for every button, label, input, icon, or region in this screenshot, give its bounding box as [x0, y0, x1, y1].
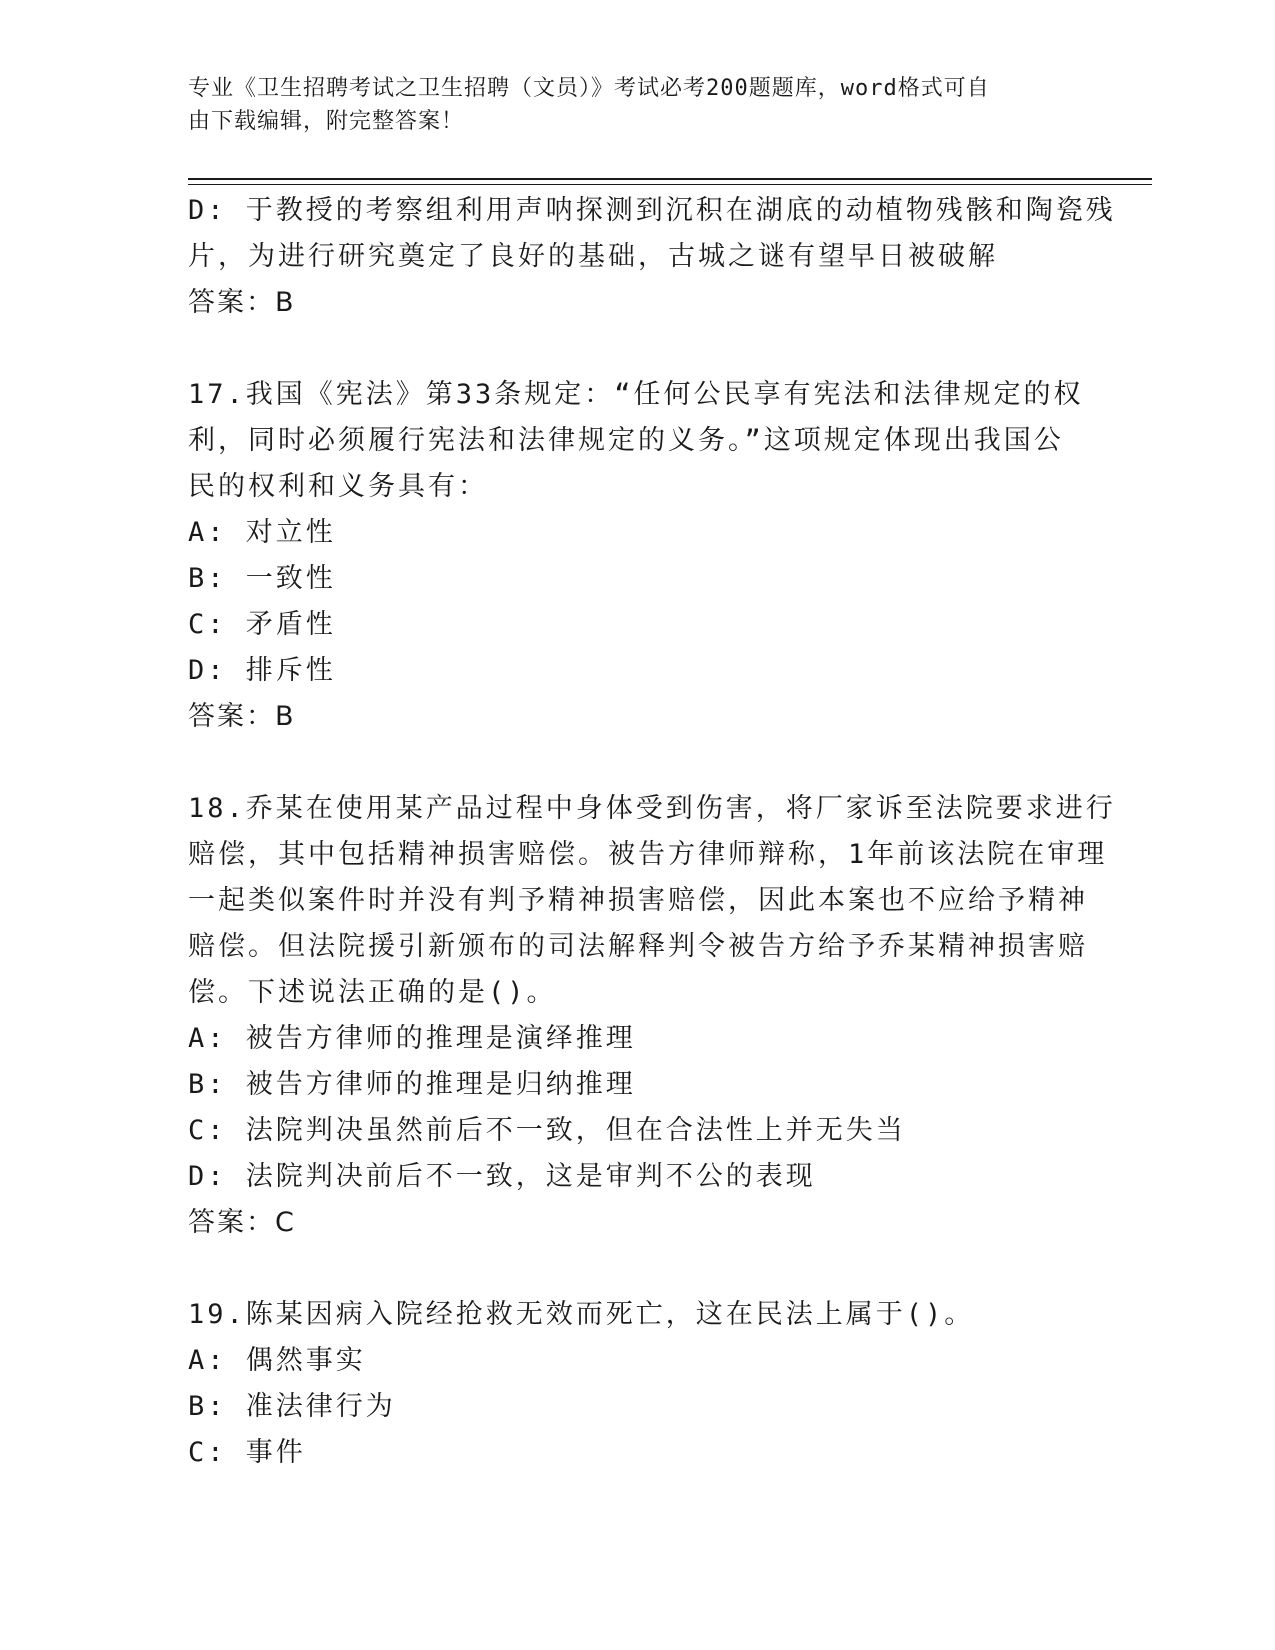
question-stem-line: 赔偿。但法院援引新颁布的司法解释判令被告方给予乔某精神损害赔	[188, 931, 1088, 962]
option-a: A: 偶然事实	[188, 1345, 366, 1376]
question-17	[188, 372, 1088, 740]
question-stem-line: 一起类似案件时并没有判予精神损害赔偿，因此本案也不应给予精神	[188, 885, 1088, 916]
question-stem-line: 赔偿，其中包括精神损害赔偿。被告方律师辩称，1年前该法院在审理	[188, 839, 1108, 870]
question-stem-line: 利，同时必须履行宪法和法律规定的义务。”这项规定体现出我国公	[188, 425, 1064, 456]
option-c: C: 事件	[188, 1437, 306, 1468]
option-d: D: 法院判决前后不一致，这是审判不公的表现	[188, 1161, 816, 1192]
header-divider-thin	[188, 184, 1152, 185]
option-a: A: 被告方律师的推理是演绎推理	[188, 1023, 636, 1054]
spacer	[188, 1246, 1088, 1292]
question-stem-line: 19.陈某因病入院经抢救无效而死亡，这在民法上属于()。	[188, 1299, 975, 1330]
question-stem-line: 17.我国《宪法》第33条规定：“任何公民享有宪法和法律规定的权	[188, 379, 1084, 410]
option-b: B: 准法律行为	[188, 1391, 396, 1422]
option-d-line-2: 片，为进行研究奠定了良好的基础，古城之谜有望早日被破解	[188, 241, 998, 272]
question-stem-line: 偿。下述说法正确的是()。	[188, 977, 557, 1008]
question-stem-line: 18.乔某在使用某产品过程中身体受到伤害，将厂家诉至法院要求进行	[188, 793, 1116, 824]
spacer	[188, 326, 1088, 372]
header-line-2: 由下载编辑，附完整答案！	[188, 109, 465, 134]
answer-label: 答案：B	[188, 287, 296, 318]
question-stem-line: 民的权利和义务具有：	[188, 471, 488, 502]
previous-question	[188, 188, 1116, 326]
document-header	[188, 72, 1088, 138]
header-line-1: 专业《卫生招聘考试之卫生招聘（文员）》考试必考200题题库，word格式可自	[188, 76, 990, 101]
option-c: C: 法院判决虽然前后不一致，但在合法性上并无失当	[188, 1115, 906, 1146]
option-b: B: 一致性	[188, 563, 336, 594]
option-d-line-1: D: 于教授的考察组利用声呐探测到沉积在湖底的动植物残骸和陶瓷残	[188, 195, 1116, 226]
spacer	[188, 740, 1088, 786]
option-a: A: 对立性	[188, 517, 336, 548]
option-d: D: 排斥性	[188, 655, 336, 686]
option-c: C: 矛盾性	[188, 609, 336, 640]
option-b: B: 被告方律师的推理是归纳推理	[188, 1069, 636, 1100]
question-list	[188, 188, 1116, 1476]
question-19	[188, 1292, 1088, 1476]
answer-label: 答案：C	[188, 1207, 296, 1238]
answer-label: 答案：B	[188, 701, 296, 732]
header-divider-thick	[188, 178, 1152, 180]
question-18	[188, 786, 1116, 1246]
